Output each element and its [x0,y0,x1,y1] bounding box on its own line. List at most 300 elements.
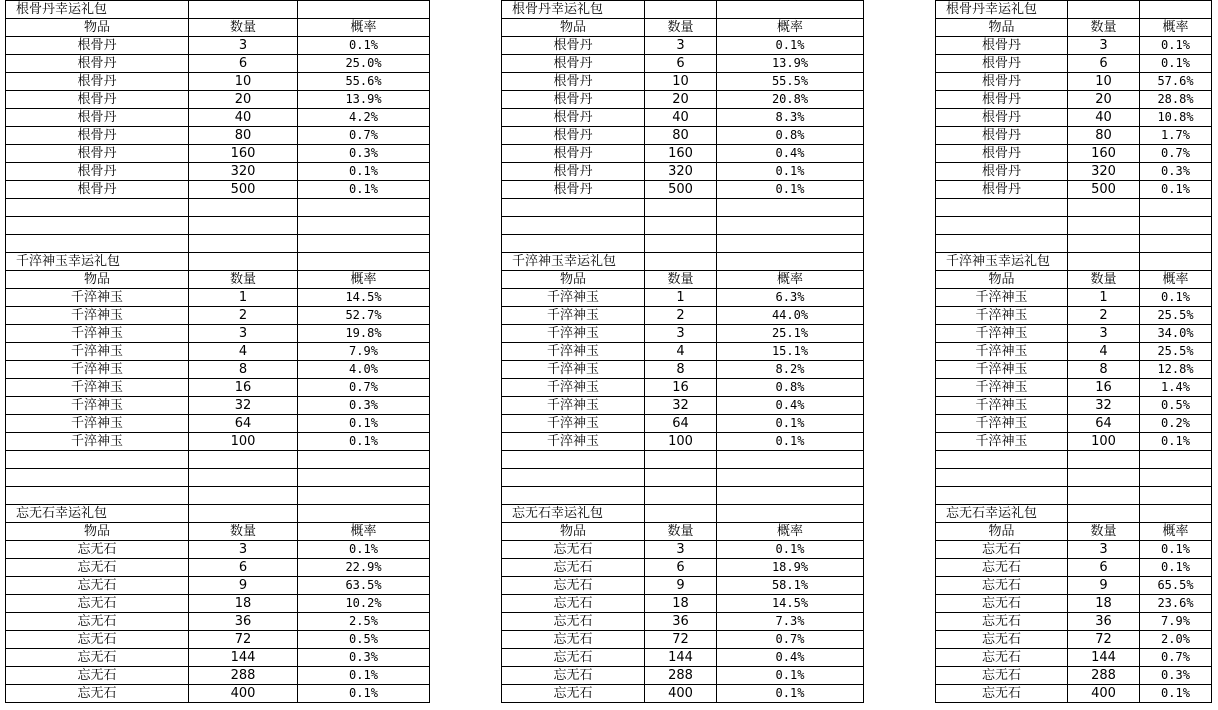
item-cell[interactable]: 千淬神玉 [6,343,189,361]
item-cell[interactable]: 根骨丹 [6,73,189,91]
qty-cell[interactable]: 3 [189,541,298,559]
item-cell[interactable]: 千淬神玉 [6,289,189,307]
qty-cell[interactable]: 36 [645,613,717,631]
qty-cell[interactable]: 288 [645,667,717,685]
item-cell[interactable]: 根骨丹 [936,91,1068,109]
qty-cell[interactable]: 20 [1068,91,1140,109]
qty-cell[interactable]: 64 [645,415,717,433]
rate-cell[interactable]: 4.0% [298,361,430,379]
rate-cell[interactable]: 1.4% [1140,379,1212,397]
qty-cell[interactable]: 80 [645,127,717,145]
rate-cell[interactable]: 12.8% [1140,361,1212,379]
empty-cell[interactable] [936,199,1068,217]
qty-cell[interactable]: 160 [189,145,298,163]
item-cell[interactable]: 千淬神玉 [6,433,189,451]
item-cell[interactable]: 根骨丹 [6,163,189,181]
header-qty[interactable]: 数量 [189,271,298,289]
rate-cell[interactable]: 1.7% [1140,127,1212,145]
rate-cell[interactable]: 0.4% [717,397,864,415]
header-qty[interactable]: 数量 [645,19,717,37]
item-cell[interactable]: 千淬神玉 [6,415,189,433]
qty-cell[interactable]: 36 [189,613,298,631]
item-cell[interactable]: 千淬神玉 [936,433,1068,451]
item-cell[interactable]: 千淬神玉 [6,361,189,379]
rate-cell[interactable]: 4.2% [298,109,430,127]
empty-cell[interactable] [936,217,1068,235]
empty-cell[interactable] [936,235,1068,253]
rate-cell[interactable]: 2.0% [1140,631,1212,649]
empty-cell[interactable] [6,451,189,469]
item-cell[interactable]: 根骨丹 [502,91,645,109]
item-cell[interactable]: 根骨丹 [502,127,645,145]
rate-cell[interactable]: 0.1% [717,685,864,703]
qty-cell[interactable]: 6 [189,559,298,577]
item-cell[interactable]: 忘无石 [502,649,645,667]
item-cell[interactable]: 忘无石 [6,541,189,559]
item-cell[interactable]: 千淬神玉 [936,361,1068,379]
rate-cell[interactable]: 0.1% [717,181,864,199]
qty-cell[interactable]: 6 [1068,55,1140,73]
rate-cell[interactable]: 0.4% [717,649,864,667]
header-qty[interactable]: 数量 [1068,523,1140,541]
item-cell[interactable]: 忘无石 [502,541,645,559]
header-item[interactable]: 物品 [936,19,1068,37]
empty-cell[interactable] [6,217,189,235]
item-cell[interactable]: 千淬神玉 [6,379,189,397]
qty-cell[interactable]: 400 [645,685,717,703]
qty-cell[interactable]: 20 [645,91,717,109]
item-cell[interactable]: 根骨丹 [936,145,1068,163]
empty-cell[interactable] [1068,487,1140,505]
section-title[interactable]: 根骨丹幸运礼包 [936,1,1068,19]
empty-cell[interactable] [645,505,717,523]
qty-cell[interactable]: 9 [1068,577,1140,595]
qty-cell[interactable]: 320 [189,163,298,181]
item-cell[interactable]: 千淬神玉 [936,289,1068,307]
qty-cell[interactable]: 8 [189,361,298,379]
empty-cell[interactable] [645,253,717,271]
qty-cell[interactable]: 400 [189,685,298,703]
header-qty[interactable]: 数量 [189,523,298,541]
rate-cell[interactable]: 14.5% [298,289,430,307]
rate-cell[interactable]: 0.3% [1140,163,1212,181]
qty-cell[interactable]: 18 [645,595,717,613]
empty-cell[interactable] [717,1,864,19]
rate-cell[interactable]: 55.5% [717,73,864,91]
item-cell[interactable]: 忘无石 [6,577,189,595]
rate-cell[interactable]: 25.5% [1140,343,1212,361]
qty-cell[interactable]: 40 [189,109,298,127]
header-qty[interactable]: 数量 [645,523,717,541]
item-cell[interactable]: 千淬神玉 [936,307,1068,325]
rate-cell[interactable]: 0.5% [1140,397,1212,415]
item-cell[interactable]: 千淬神玉 [6,307,189,325]
empty-cell[interactable] [936,451,1068,469]
qty-cell[interactable]: 3 [1068,541,1140,559]
empty-cell[interactable] [645,487,717,505]
qty-cell[interactable]: 3 [189,37,298,55]
item-cell[interactable]: 根骨丹 [6,109,189,127]
rate-cell[interactable]: 0.1% [298,415,430,433]
header-item[interactable]: 物品 [6,19,189,37]
section-title[interactable]: 千淬神玉幸运礼包 [936,253,1068,271]
empty-cell[interactable] [298,487,430,505]
item-cell[interactable]: 忘无石 [6,631,189,649]
rate-cell[interactable]: 0.7% [298,379,430,397]
item-cell[interactable]: 千淬神玉 [502,307,645,325]
qty-cell[interactable]: 500 [1068,181,1140,199]
empty-cell[interactable] [298,235,430,253]
rate-cell[interactable]: 0.7% [1140,145,1212,163]
qty-cell[interactable]: 400 [1068,685,1140,703]
section-title[interactable]: 忘无石幸运礼包 [936,505,1068,523]
empty-cell[interactable] [502,469,645,487]
rate-cell[interactable]: 52.7% [298,307,430,325]
item-cell[interactable]: 忘无石 [502,613,645,631]
item-cell[interactable]: 根骨丹 [936,127,1068,145]
rate-cell[interactable]: 23.6% [1140,595,1212,613]
qty-cell[interactable]: 10 [189,73,298,91]
rate-cell[interactable]: 55.6% [298,73,430,91]
rate-cell[interactable]: 44.0% [717,307,864,325]
header-item[interactable]: 物品 [936,523,1068,541]
qty-cell[interactable]: 8 [645,361,717,379]
rate-cell[interactable]: 14.5% [717,595,864,613]
qty-cell[interactable]: 3 [1068,325,1140,343]
item-cell[interactable]: 千淬神玉 [502,343,645,361]
qty-cell[interactable]: 160 [1068,145,1140,163]
header-item[interactable]: 物品 [502,523,645,541]
rate-cell[interactable]: 0.3% [298,397,430,415]
rate-cell[interactable]: 0.7% [1140,649,1212,667]
qty-cell[interactable]: 10 [1068,73,1140,91]
qty-cell[interactable]: 288 [189,667,298,685]
rate-cell[interactable]: 0.1% [1140,55,1212,73]
rate-cell[interactable]: 0.4% [717,145,864,163]
rate-cell[interactable]: 0.1% [298,37,430,55]
rate-cell[interactable]: 0.1% [717,163,864,181]
qty-cell[interactable]: 1 [645,289,717,307]
item-cell[interactable]: 忘无石 [6,667,189,685]
empty-cell[interactable] [502,451,645,469]
section-title[interactable]: 千淬神玉幸运礼包 [502,253,645,271]
empty-cell[interactable] [936,469,1068,487]
header-item[interactable]: 物品 [936,271,1068,289]
rate-cell[interactable]: 7.3% [717,613,864,631]
empty-cell[interactable] [502,217,645,235]
header-rate[interactable]: 概率 [717,19,864,37]
empty-cell[interactable] [645,451,717,469]
empty-cell[interactable] [189,505,298,523]
empty-cell[interactable] [1068,199,1140,217]
qty-cell[interactable]: 1 [189,289,298,307]
empty-cell[interactable] [1068,235,1140,253]
rate-cell[interactable]: 34.0% [1140,325,1212,343]
item-cell[interactable]: 千淬神玉 [502,289,645,307]
item-cell[interactable]: 千淬神玉 [936,343,1068,361]
rate-cell[interactable]: 10.8% [1140,109,1212,127]
item-cell[interactable]: 千淬神玉 [502,379,645,397]
empty-cell[interactable] [645,217,717,235]
item-cell[interactable]: 根骨丹 [6,145,189,163]
qty-cell[interactable]: 500 [645,181,717,199]
qty-cell[interactable]: 64 [189,415,298,433]
qty-cell[interactable]: 320 [645,163,717,181]
item-cell[interactable]: 根骨丹 [502,145,645,163]
qty-cell[interactable]: 20 [189,91,298,109]
header-rate[interactable]: 概率 [1140,271,1212,289]
rate-cell[interactable]: 0.7% [298,127,430,145]
item-cell[interactable]: 根骨丹 [936,37,1068,55]
section-title[interactable]: 根骨丹幸运礼包 [6,1,189,19]
qty-cell[interactable]: 100 [645,433,717,451]
rate-cell[interactable]: 0.3% [298,649,430,667]
rate-cell[interactable]: 0.1% [298,541,430,559]
empty-cell[interactable] [1068,451,1140,469]
item-cell[interactable]: 千淬神玉 [936,397,1068,415]
empty-cell[interactable] [6,199,189,217]
item-cell[interactable]: 千淬神玉 [502,433,645,451]
qty-cell[interactable]: 16 [645,379,717,397]
empty-cell[interactable] [1140,1,1212,19]
empty-cell[interactable] [298,505,430,523]
header-rate[interactable]: 概率 [717,271,864,289]
empty-cell[interactable] [717,451,864,469]
rate-cell[interactable]: 19.8% [298,325,430,343]
section-title[interactable]: 千淬神玉幸运礼包 [6,253,189,271]
item-cell[interactable]: 根骨丹 [502,181,645,199]
qty-cell[interactable]: 2 [189,307,298,325]
empty-cell[interactable] [645,1,717,19]
qty-cell[interactable]: 80 [189,127,298,145]
item-cell[interactable]: 忘无石 [502,667,645,685]
item-cell[interactable]: 根骨丹 [6,91,189,109]
empty-cell[interactable] [645,469,717,487]
item-cell[interactable]: 忘无石 [502,595,645,613]
section-title[interactable]: 根骨丹幸运礼包 [502,1,645,19]
empty-cell[interactable] [1140,199,1212,217]
rate-cell[interactable]: 0.1% [717,37,864,55]
empty-cell[interactable] [717,235,864,253]
qty-cell[interactable]: 3 [645,37,717,55]
rate-cell[interactable]: 7.9% [298,343,430,361]
rate-cell[interactable]: 0.1% [298,163,430,181]
qty-cell[interactable]: 6 [1068,559,1140,577]
qty-cell[interactable]: 2 [1068,307,1140,325]
rate-cell[interactable]: 0.8% [717,127,864,145]
qty-cell[interactable]: 500 [189,181,298,199]
empty-cell[interactable] [502,199,645,217]
empty-cell[interactable] [1140,487,1212,505]
qty-cell[interactable]: 40 [645,109,717,127]
rate-cell[interactable]: 65.5% [1140,577,1212,595]
qty-cell[interactable]: 80 [1068,127,1140,145]
rate-cell[interactable]: 25.1% [717,325,864,343]
rate-cell[interactable]: 20.8% [717,91,864,109]
rate-cell[interactable]: 0.1% [717,415,864,433]
rate-cell[interactable]: 0.1% [1140,685,1212,703]
header-qty[interactable]: 数量 [189,19,298,37]
empty-cell[interactable] [1068,253,1140,271]
qty-cell[interactable]: 4 [645,343,717,361]
qty-cell[interactable]: 100 [1068,433,1140,451]
qty-cell[interactable]: 72 [1068,631,1140,649]
qty-cell[interactable]: 16 [1068,379,1140,397]
rate-cell[interactable]: 0.3% [298,145,430,163]
empty-cell[interactable] [1140,451,1212,469]
rate-cell[interactable]: 63.5% [298,577,430,595]
qty-cell[interactable]: 8 [1068,361,1140,379]
item-cell[interactable]: 忘无石 [936,559,1068,577]
item-cell[interactable]: 忘无石 [6,559,189,577]
rate-cell[interactable]: 0.7% [717,631,864,649]
qty-cell[interactable]: 3 [189,325,298,343]
qty-cell[interactable]: 32 [189,397,298,415]
item-cell[interactable]: 千淬神玉 [502,325,645,343]
header-item[interactable]: 物品 [502,19,645,37]
rate-cell[interactable]: 0.1% [717,541,864,559]
empty-cell[interactable] [298,253,430,271]
qty-cell[interactable]: 16 [189,379,298,397]
item-cell[interactable]: 根骨丹 [936,73,1068,91]
rate-cell[interactable]: 0.1% [298,667,430,685]
item-cell[interactable]: 忘无石 [6,685,189,703]
rate-cell[interactable]: 0.1% [298,685,430,703]
rate-cell[interactable]: 0.1% [298,433,430,451]
empty-cell[interactable] [1140,217,1212,235]
item-cell[interactable]: 根骨丹 [936,109,1068,127]
rate-cell[interactable]: 0.2% [1140,415,1212,433]
item-cell[interactable]: 根骨丹 [936,163,1068,181]
item-cell[interactable]: 千淬神玉 [502,397,645,415]
header-rate[interactable]: 概率 [1140,19,1212,37]
header-rate[interactable]: 概率 [1140,523,1212,541]
item-cell[interactable]: 忘无石 [936,613,1068,631]
empty-cell[interactable] [298,217,430,235]
empty-cell[interactable] [717,469,864,487]
empty-cell[interactable] [717,217,864,235]
qty-cell[interactable]: 64 [1068,415,1140,433]
qty-cell[interactable]: 6 [189,55,298,73]
empty-cell[interactable] [936,487,1068,505]
rate-cell[interactable]: 0.3% [1140,667,1212,685]
qty-cell[interactable]: 144 [189,649,298,667]
empty-cell[interactable] [1068,217,1140,235]
item-cell[interactable]: 忘无石 [936,541,1068,559]
item-cell[interactable]: 千淬神玉 [936,325,1068,343]
empty-cell[interactable] [298,199,430,217]
empty-cell[interactable] [1068,505,1140,523]
rate-cell[interactable]: 25.5% [1140,307,1212,325]
empty-cell[interactable] [298,469,430,487]
rate-cell[interactable]: 13.9% [717,55,864,73]
empty-cell[interactable] [189,451,298,469]
empty-cell[interactable] [298,1,430,19]
empty-cell[interactable] [645,235,717,253]
qty-cell[interactable]: 100 [189,433,298,451]
item-cell[interactable]: 忘无石 [502,631,645,649]
empty-cell[interactable] [1140,235,1212,253]
item-cell[interactable]: 根骨丹 [502,37,645,55]
item-cell[interactable]: 忘无石 [6,649,189,667]
item-cell[interactable]: 根骨丹 [6,55,189,73]
item-cell[interactable]: 根骨丹 [6,181,189,199]
empty-cell[interactable] [1140,253,1212,271]
qty-cell[interactable]: 6 [645,55,717,73]
qty-cell[interactable]: 72 [645,631,717,649]
qty-cell[interactable]: 40 [1068,109,1140,127]
qty-cell[interactable]: 3 [645,541,717,559]
item-cell[interactable]: 忘无石 [936,631,1068,649]
rate-cell[interactable]: 13.9% [298,91,430,109]
qty-cell[interactable]: 9 [645,577,717,595]
qty-cell[interactable]: 36 [1068,613,1140,631]
header-qty[interactable]: 数量 [1068,271,1140,289]
item-cell[interactable]: 根骨丹 [502,163,645,181]
item-cell[interactable]: 忘无石 [936,649,1068,667]
rate-cell[interactable]: 0.1% [1140,541,1212,559]
empty-cell[interactable] [717,505,864,523]
qty-cell[interactable]: 10 [645,73,717,91]
rate-cell[interactable]: 8.2% [717,361,864,379]
empty-cell[interactable] [717,487,864,505]
rate-cell[interactable]: 0.1% [1140,37,1212,55]
rate-cell[interactable]: 25.0% [298,55,430,73]
empty-cell[interactable] [6,235,189,253]
qty-cell[interactable]: 9 [189,577,298,595]
empty-cell[interactable] [189,469,298,487]
section-title[interactable]: 忘无石幸运礼包 [502,505,645,523]
rate-cell[interactable]: 0.1% [717,667,864,685]
rate-cell[interactable]: 0.5% [298,631,430,649]
item-cell[interactable]: 千淬神玉 [936,379,1068,397]
rate-cell[interactable]: 8.3% [717,109,864,127]
empty-cell[interactable] [1140,505,1212,523]
empty-cell[interactable] [1068,469,1140,487]
qty-cell[interactable]: 2 [645,307,717,325]
qty-cell[interactable]: 144 [645,649,717,667]
qty-cell[interactable]: 144 [1068,649,1140,667]
qty-cell[interactable]: 32 [1068,397,1140,415]
rate-cell[interactable]: 0.1% [1140,433,1212,451]
header-rate[interactable]: 概率 [298,19,430,37]
header-item[interactable]: 物品 [502,271,645,289]
empty-cell[interactable] [502,487,645,505]
rate-cell[interactable]: 18.9% [717,559,864,577]
rate-cell[interactable]: 58.1% [717,577,864,595]
rate-cell[interactable]: 0.1% [1140,289,1212,307]
rate-cell[interactable]: 28.8% [1140,91,1212,109]
empty-cell[interactable] [189,235,298,253]
header-qty[interactable]: 数量 [1068,19,1140,37]
empty-cell[interactable] [717,253,864,271]
rate-cell[interactable]: 7.9% [1140,613,1212,631]
item-cell[interactable]: 根骨丹 [936,55,1068,73]
item-cell[interactable]: 忘无石 [6,613,189,631]
item-cell[interactable]: 千淬神玉 [6,325,189,343]
header-qty[interactable]: 数量 [645,271,717,289]
item-cell[interactable]: 忘无石 [936,667,1068,685]
qty-cell[interactable]: 32 [645,397,717,415]
qty-cell[interactable]: 1 [1068,289,1140,307]
rate-cell[interactable]: 0.1% [1140,559,1212,577]
rate-cell[interactable]: 6.3% [717,289,864,307]
empty-cell[interactable] [189,217,298,235]
header-rate[interactable]: 概率 [298,523,430,541]
empty-cell[interactable] [189,199,298,217]
item-cell[interactable]: 根骨丹 [502,109,645,127]
rate-cell[interactable]: 10.2% [298,595,430,613]
